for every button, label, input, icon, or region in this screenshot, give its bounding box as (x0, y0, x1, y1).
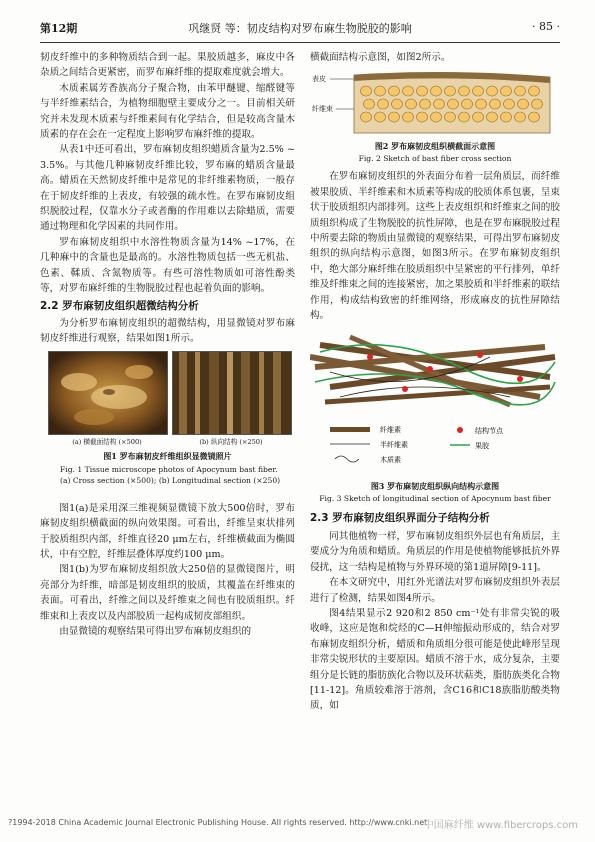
figure-1a-label: (a) 横截面结构 (×500) (72, 437, 142, 446)
running-header (40, 20, 560, 40)
fiber-cell (487, 112, 498, 122)
fiber-cell (361, 112, 372, 122)
legend-node: 结构节点 (475, 427, 503, 436)
page-number: · 85 · (532, 20, 560, 33)
fiber-cell (406, 99, 417, 109)
figure-1-caption-en-2: (a) Cross section (×500); (b) Longitudinal section (×250) (60, 475, 281, 485)
header-rule (40, 42, 560, 43)
fiber-cell (361, 86, 372, 96)
fiber-cell (389, 112, 400, 122)
fiber-cell (515, 112, 526, 122)
fiber-cell (445, 86, 456, 96)
fiber-cell (378, 99, 389, 109)
paragraph: 从表1中还可看出，罗布麻韧皮组织蜡质含量为2.5% ~ 3.5%。与其他几种麻韧皮纤维比较，罗布麻的蜡质含量最高。蜡质在天然韧皮纤维中是常见的非纤维素物质，一般存在于韧皮纤维的上表皮，有较强的疏水性。在罗布麻韧皮组织脱胶过程，仅靠水分子或者酶的作用难以去除蜡质，需要通过物理和化学因素的共同作用。 (40, 144, 295, 233)
fiber-cell (459, 86, 470, 96)
paragraph: 韧皮纤维中的多种物质结合到一起。果胶质越多，麻皮中各杂质之间结合更紧密，而罗布麻纤维的提取难度就会增大。 (40, 52, 295, 79)
fiber-cell (403, 86, 414, 96)
fiber-cell (431, 112, 442, 122)
figure-1b-label: (b) 纵向结构 (×250) (199, 437, 263, 446)
fiber-cell (420, 99, 431, 109)
running-title: 巩继贤 等：韧皮结构对罗布麻生物脱胶的影响 (188, 22, 412, 35)
watermark: 中国麻纤维 www.fibercrops.com (423, 820, 578, 831)
figure-3-caption-cn: 图3 罗布麻韧皮组织纵向结构示意图 (370, 481, 500, 492)
fiber-cell (501, 86, 512, 96)
fiber-cell (434, 99, 445, 109)
fiber-cell (487, 86, 498, 96)
figure-2-caption-cn: 图2 罗布麻韧皮组织横截面示意图 (374, 141, 496, 152)
fiber-cell (529, 112, 540, 122)
section-heading-2-2: 2.2 罗布麻韧皮组织超微结构分析 (40, 299, 199, 312)
fiber-cell (473, 86, 484, 96)
fiber-cell (375, 86, 386, 96)
section-heading-2-3: 2.3 罗布麻韧皮组织界面分子结构分析 (310, 512, 490, 525)
fiber-cell (515, 86, 526, 96)
paragraph: 为分析罗布麻韧皮组织的超微结构，用显微镜对罗布麻韧皮纤维进行观察，结果如图1所示。 (40, 317, 295, 345)
paragraph: 横截面结构示意图，如图2所示。 (310, 52, 451, 63)
fiber-cell (431, 86, 442, 96)
legend-pectin: 果胶 (475, 442, 489, 451)
fiber-cell (473, 112, 484, 122)
fiber-cell (417, 86, 428, 96)
legend-hemicellulose: 半纤维素 (380, 441, 408, 450)
paragraph: 由显微镜的观察结果可得出罗布麻韧皮组织的 (59, 625, 252, 637)
fiber-cell (476, 99, 487, 109)
fiber-cell (459, 112, 470, 122)
figure-1-caption-en-1: Fig. 1 Tissue microscope photos of Apocynum bast fiber. (60, 464, 278, 474)
longitudinal-sketch (310, 327, 560, 477)
figure-1 (40, 351, 295, 501)
figure-1-caption-cn: 图1 罗布麻韧皮纤维组织显微镜照片 (103, 450, 232, 461)
figure-2-label-epidermis: 表皮 (312, 75, 326, 84)
fiber-cell (445, 112, 456, 122)
fiber-cell (504, 99, 515, 109)
paragraph: 罗布麻韧皮组织中水溶性物质含量为14% ~17%，在几种麻中的含量也是最高的。水溶性物质包括一些无机盐、色素、鞣质、含氮物质等。有些可溶性物质如可溶性酚类等，对罗布麻纤维的生物脱胶过程也起着负面的影响。 (40, 236, 295, 295)
right-column (310, 50, 560, 714)
micrograph-cross-section (48, 351, 168, 435)
paragraph: 木质素属芳香族高分子聚合物，由苯甲醚键、缩醛键等与半纤维素结合，为植物细胞壁主要成分之一。目前相关研究并未发现木质素与纤维素间有化学结合，但是较高含量木质素的存在会在一定程度上影响罗布麻纤维的提取。 (40, 82, 295, 141)
figure-2-caption-en: Fig. 2 Sketch of bast fiber cross section (358, 154, 512, 164)
issue-number: 第12期 (40, 22, 78, 35)
figure-3-legend (330, 425, 504, 464)
paragraph: 图4结果显示2 920和2 850 cm⁻¹处有非常尖锐的吸收峰，这应是饱和烷烃的C—H伸缩振动形成的，结合对罗布麻韧皮组织分析，蜡质和角质组分很可能是使此峰形呈现非常尖锐形状的主要原因。蜡质不溶于水，成分复杂，主要组分是长链的脂肪族化合物以及环状萜类，脂肪族类化合物[11-12]。角质较难溶于溶剂，含C16和C18族脂肪酸类物质，如 (310, 607, 560, 712)
fiber-cell (529, 86, 540, 96)
micrograph-longitudinal (172, 351, 292, 435)
fiber-cell (392, 99, 403, 109)
paragraph: 图1(b)为罗布麻韧皮组织放大250倍的显微镜图片，明亮部分为纤维，暗部是韧皮组织的胶质，其覆盖在纤维束的表面。可看出，纤维之间以及纤维束之间也有胶质组织。纤维束和上表皮以及内部胶质一起构成韧皮部组织。 (40, 564, 295, 622)
fiber-cell (501, 112, 512, 122)
paragraph: 在罗布麻韧皮组织的外表面分布着一层角质层，而纤维被果胶质、半纤维素和木质素等构成的胶质体系包裹，呈束状于胶质组织内部排列。这些上表皮组织和纤维束之间的胶质组织构成了生物脱胶的抗性屏障，也是在罗布麻脱胶过程中所要去除的物质由显微镜的观察结果，可得出罗布麻韧皮组织的纵向结构示意图，如图3所示。在罗布麻韧皮组织中，绝大部分麻纤维在胶质组织中呈紧密的平行排列，单纤维及纤维束之间的连接紧密，加之果胶质和半纤维素的联结作用，构成结构致密的纤维网络，形成麻皮的抗性屏障结构。 (310, 171, 560, 322)
page-footer (8, 818, 588, 831)
figure-2-label-bundle: 纤维束 (312, 105, 333, 114)
paragraph: 图1(a)是采用深三维视频显微镜下放大500倍时，罗布麻韧皮组织横截面的纵向效果图。可看出，纤维呈束状排列于胶质组织内部，纤维直径20 μm左右，纤维横截面为椭圆状，中有空腔，纤维层叠体厚度约100 μm。 (40, 502, 295, 560)
fiber-strands (310, 337, 555, 405)
left-column (40, 50, 295, 639)
fiber-cell (518, 99, 529, 109)
fiber-cell (403, 112, 414, 122)
fiber-cell (448, 99, 459, 109)
legend-lignin: 木质素 (380, 456, 401, 465)
fiber-cell (375, 112, 386, 122)
fiber-cell (389, 86, 400, 96)
figure-3 (310, 327, 560, 509)
figure-3-caption-en: Fig. 3 Sketch of longitudinal section of Apocynum bast fiber (319, 494, 551, 504)
paragraph: 在本文研究中，用红外光谱法对罗布麻韧皮组织外表层进行了检测，结果如图4所示。 (310, 577, 560, 604)
paragraph: 同其他植物一样，罗布麻韧皮组织外层也有角质层，主要成分为角质和蜡质。角质层的作用是使植物能够抵抗外界侵扰，这一结构是植物与外界环境的第1道屏障[9-11]。 (310, 530, 560, 573)
legend-fiber: 纤维素 (380, 426, 401, 435)
figure-2 (310, 67, 560, 169)
fiber-cell (364, 99, 375, 109)
copyright-notice: ?1994-2018 China Academic Journal Electronic Publishing House. All rights reserved. http://www.cnki.net (8, 818, 428, 827)
cross-section-sketch (310, 67, 560, 137)
fiber-cell (462, 99, 473, 109)
fiber-cell (417, 112, 428, 122)
fiber-cell (490, 99, 501, 109)
fiber-cell (532, 99, 543, 109)
